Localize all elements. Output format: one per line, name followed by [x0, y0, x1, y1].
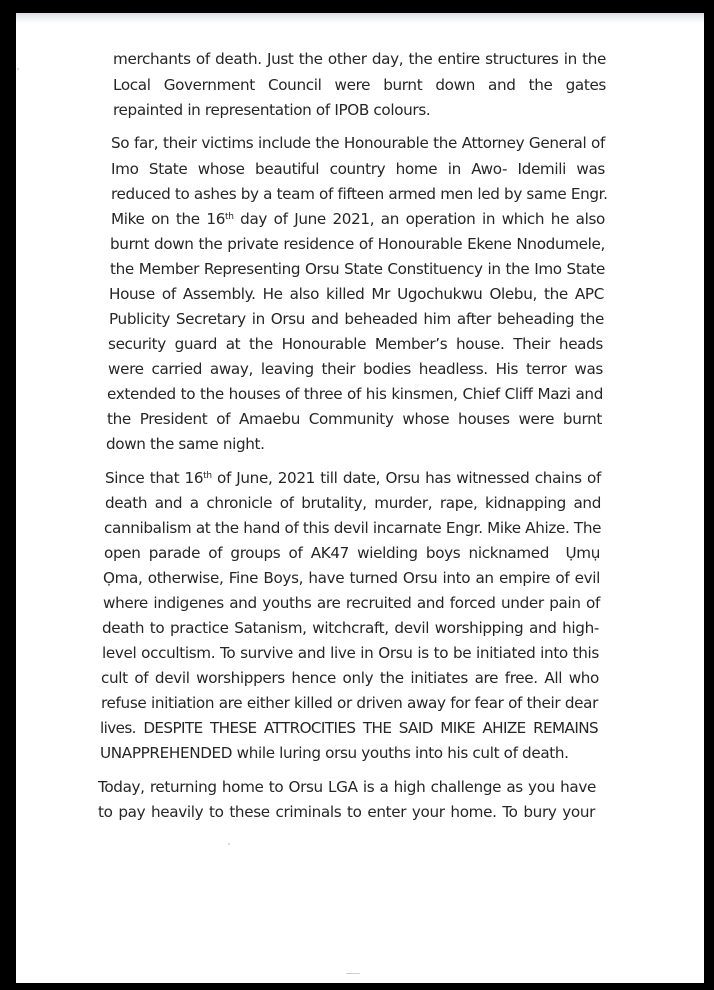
text-line: Publicity Secretary in Orsu and beheaded him after beheading the [109, 310, 604, 328]
ordinal-suffix: th [225, 212, 234, 222]
scanned-page [16, 13, 704, 983]
text-line: the Member Representing Orsu State Constituency in the Imo State [110, 260, 605, 278]
text-line: Imo State whose beautiful country home in Awo- Idemili was [111, 160, 605, 178]
text-line: reduced to ashes by a team of fifteen armed men led by same Engr. [111, 185, 608, 203]
text-line: House of Assembly. He also killed Mr Ugochukwu Olebu, the APC [109, 285, 604, 303]
text-line: open parade of groups of AK47 wielding boys nicknamed Ụmụ [104, 544, 600, 562]
text-line: extended to the houses of three of his kinsmen, Chief Cliff Mazi and [107, 385, 603, 403]
text-line: were carried away, leaving their bodies headless. His terror was [108, 360, 603, 378]
text-line: cult of devil worshippers hence only the initiates are free. All who [101, 669, 599, 687]
text-line: level occultism. To survive and live in Orsu is to be initiated into this [102, 644, 599, 662]
text-line: UNAPPREHENDED while luring orsu youths into his cult of death. [100, 744, 569, 762]
text-line: down the same night. [106, 435, 265, 453]
text-line: Local Government Council were burnt down and the gates [113, 76, 606, 94]
text-segment: Mike on the 16 [111, 210, 226, 228]
ordinal-suffix: th [203, 471, 212, 481]
text-line: merchants of death. Just the other day, the entire structures in the [113, 50, 606, 68]
text-line: refuse initiation are either killed or driven away for fear of their dear [101, 694, 598, 712]
scan-speck [228, 843, 230, 845]
text-line: where indigenes and youths are recruited and forced under pain of [103, 594, 600, 612]
text-line [105, 468, 601, 488]
text-segment: day of June 2021, an operation in which he also [233, 210, 606, 228]
text-line: death to practice Satanism, witchcraft, devil worshipping and high- [102, 619, 599, 637]
text-line: death and a chronicle of brutality, murder, rape, kidnapping and [105, 494, 601, 512]
text-line: repainted in representation of IPOB colours. [113, 101, 431, 119]
text-line: security guard at the Honourable Member’s house. Their heads [108, 335, 603, 353]
text-line: So far, their victims include the Honourable the Attorney General of [111, 134, 605, 152]
scan-speck [17, 68, 19, 70]
text-segment: Since that 16 [105, 469, 204, 487]
text-line: cannibalism at the hand of this devil incarnate Engr. Mike Ahize. The [104, 519, 602, 537]
text-line: burnt down the private residence of Honourable Ekene Nnodumele, [110, 235, 605, 253]
scan-speck [346, 973, 360, 974]
text-segment: of June, 2021 till date, Orsu has witnessed chains of [211, 469, 601, 487]
text-line: Ọma, otherwise, Fine Boys, have turned Orsu into an empire of evil [103, 569, 600, 587]
text-line: Today, returning home to Orsu LGA is a high challenge as you have [98, 778, 596, 796]
scan-shadow [16, 13, 704, 23]
text-line: to pay heavily to these criminals to enter your home. To bury your [98, 803, 595, 821]
text-line [111, 209, 605, 229]
text-line: lives. DESPITE THESE ATTROCITIES THE SAID MIKE AHIZE REMAINS [100, 719, 598, 737]
text-line: the President of Amaebu Community whose houses were burnt [107, 410, 602, 428]
